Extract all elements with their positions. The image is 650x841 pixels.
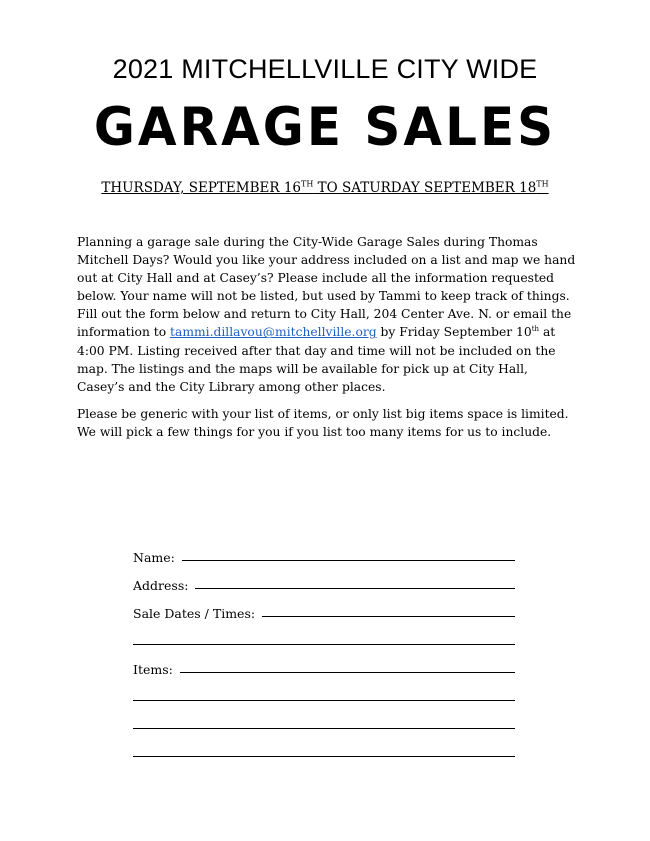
items-field-line-4[interactable] — [133, 755, 515, 757]
items-row — [133, 649, 515, 677]
sale-dates-continuation-row — [133, 621, 515, 649]
items-line-3-row — [133, 705, 515, 733]
p1-deadline: by Friday September 10 — [376, 325, 532, 340]
dates-part2: TO SATURDAY SEPTEMBER 18 — [313, 180, 537, 196]
year-title: 2021 MITCHELLVILLE CITY WIDE — [112, 54, 538, 84]
sale-dates-field[interactable] — [262, 615, 515, 617]
items-field-line-2[interactable] — [133, 699, 515, 701]
name-row — [133, 537, 515, 565]
dates-sup1: TH — [301, 179, 314, 189]
address-label: Address: — [133, 578, 193, 593]
p1-text: Planning a garage sale during the City-Wide Garage Sales during Thomas Mitchell Days? Would you like your address included on a list and map we hand out at City Hall and at Casey’s? Please include all the information requested below. Your name will not be listed, but used by Tammi to keep track of things. Fill out the form below and return to City Hall, 204 Center Ave. N. or email the information to — [77, 235, 576, 340]
sale-dates-row — [133, 593, 515, 621]
dates-part1: THURSDAY, SEPTEMBER 16 — [101, 180, 302, 196]
address-field[interactable] — [195, 587, 515, 589]
instructions-paragraph-2: Please be generic with your list of items, or only list big items space is limited. We will pick a few things for you if you list too many items for us to include. — [77, 406, 569, 439]
dates-sup2: TH — [536, 179, 549, 189]
name-field[interactable] — [182, 559, 515, 561]
sale-dates-field-continued[interactable] — [133, 643, 515, 645]
instructions-paragraph-1 — [77, 233, 577, 396]
event-dates — [0, 180, 650, 196]
instructions — [77, 233, 577, 450]
sale-dates-label: Sale Dates / Times: — [133, 606, 260, 621]
items-line-2-row — [133, 677, 515, 705]
p1-rest: at 4:00 PM. Listing received after that day and time will not be included on the map. The listings and the maps will be available for pick up at City Hall, Casey’s and the City Library among other places. — [77, 325, 556, 394]
items-line-4-row — [133, 733, 515, 761]
signup-form — [133, 537, 515, 761]
items-label: Items: — [133, 662, 177, 677]
items-field[interactable] — [180, 671, 515, 673]
name-label: Name: — [133, 550, 179, 565]
address-row — [133, 565, 515, 593]
p1-sup: th — [531, 325, 540, 334]
garage-sales-title: GARAGE SALES — [93, 96, 557, 158]
items-field-line-3[interactable] — [133, 727, 515, 729]
email-link[interactable]: tammi.dillavou@mitchellville.org — [170, 325, 377, 340]
